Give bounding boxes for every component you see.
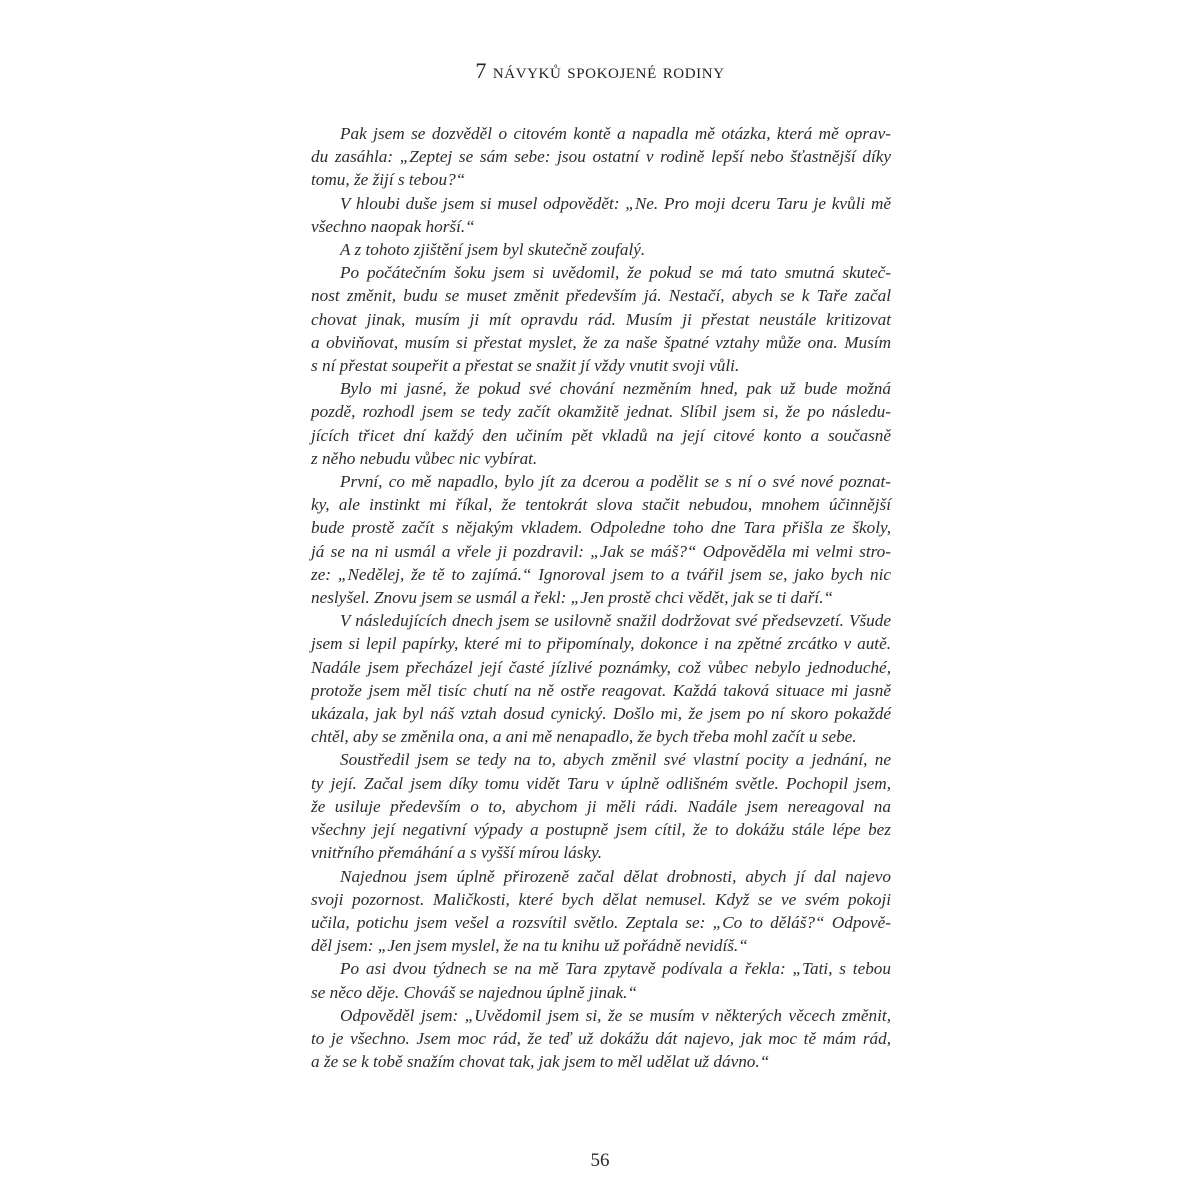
- body-text: [311, 122, 891, 1073]
- text-line: bude prostě začít s nějakým vkladem. Odpoledne toho dne Tara přišla ze školy,: [311, 518, 891, 538]
- text-line: Po počátečním šoku jsem si uvědomil, že pokud se má tato smutná skuteč-: [340, 263, 891, 283]
- text-line: všechny její negativní výpady a postupně jsem cítil, že to dokážu stále lépe bez: [311, 820, 891, 840]
- text-line: V následujících dnech jsem se usilovně snažil dodržovat své předsevzetí. Všude: [340, 611, 891, 631]
- text-line: Nadále jsem přecházel její časté jízlivé poznámky, což vůbec nebylo jednoduché,: [311, 657, 891, 677]
- running-head-number: 7: [475, 58, 487, 83]
- paragraph: [311, 748, 891, 864]
- text-line: z něho nebudu vůbec nic vybírat.: [311, 448, 538, 468]
- paragraph: [311, 609, 891, 748]
- paragraph: [311, 377, 891, 470]
- text-line: a že se k tobě snažím chovat tak, jak jsem to měl udělat už dávno.“: [311, 1052, 770, 1072]
- paragraph: [311, 957, 891, 1003]
- text-line: pozdě, rozhodl jsem se tedy začít okamžitě jednat. Slíbil jsem si, že po následu-: [311, 402, 891, 422]
- text-line: chtěl, aby se změnila ona, a ani mě nenapadlo, že bych třeba mohl začít u sebe.: [311, 727, 857, 747]
- text-line: A z tohoto zjištění jsem byl skutečně zoufalý.: [340, 240, 646, 260]
- text-line: s ní přestat soupeřit a přestat se snažit jí vždy vnutit svoji vůli.: [311, 356, 740, 376]
- text-line: du zasáhla: „Zeptej se sám sebe: jsou ostatní v rodině lepší nebo šťastnější díky: [311, 147, 891, 167]
- text-line: já se na ni usmál a vřele ji pozdravil: „Jak se máš?“ Odpověděla mi velmi stro-: [311, 541, 891, 561]
- text-line: Bylo mi jasné, že pokud své chování nezměním hned, pak už bude možná: [340, 379, 891, 399]
- text-line: jsem si lepil papírky, které mi to připomínaly, dokonce i na zpětné zrcátko v autě.: [311, 634, 891, 654]
- text-line: neslyšel. Znovu jsem se usmál a řekl: „Jen prostě chci vědět, jak se ti daří.“: [311, 588, 834, 608]
- text-line: ukázala, jak byl náš vztah dosud cynický. Došlo mi, že jsem po ní skoro pokaždé: [311, 704, 891, 724]
- paragraph: [311, 1004, 891, 1074]
- text-line: chovat jinak, musím ji mít opravdu rád. Musím ji přestat neustále kritizovat: [311, 309, 891, 329]
- running-head: [0, 58, 1200, 84]
- text-line: tomu, že žijí s tebou?“: [311, 170, 466, 190]
- text-line: protože jsem měl tisíc chutí na ně ostře reagovat. Každá taková situace mi jasně: [311, 680, 891, 700]
- text-line: První, co mě napadlo, bylo jít za dcerou a podělit se s ní o své nové poznat-: [340, 472, 891, 492]
- running-head-title: návyků spokojené rodiny: [492, 59, 725, 83]
- text-line: jících třicet dní každý den učiním pět vkladů na její citové konto a současně: [311, 425, 891, 445]
- text-line: to je všechno. Jsem moc rád, že teď už dokážu dát najevo, jak moc tě mám rád,: [311, 1028, 891, 1048]
- text-line: Odpověděl jsem: „Uvědomil jsem si, že se musím v některých věcech změnit,: [340, 1005, 891, 1025]
- paragraph: [311, 261, 891, 377]
- text-line: ky, ale instinkt mi říkal, že tentokrát slova stačit nebudou, mnohem účinnější: [311, 495, 891, 515]
- text-line: Soustředil jsem se tedy na to, abych změnil své vlastní pocity a jednání, ne: [340, 750, 891, 770]
- text-line: všechno naopak horší.“: [311, 216, 475, 236]
- text-line: vnitřního přemáhání a s vyšší mírou lásky.: [311, 843, 603, 863]
- paragraph: [311, 122, 891, 192]
- text-line: se něco děje. Chováš se najednou úplně jinak.“: [311, 982, 638, 1002]
- text-line: nost změnit, budu se muset změnit především já. Nestačí, abych se k Taře začal: [311, 286, 891, 306]
- text-line: děl jsem: „Jen jsem myslel, že na tu knihu už pořádně nevidíš.“: [311, 936, 748, 956]
- paragraph: [311, 865, 891, 958]
- text-line: ze: „Nedělej, že tě to zajímá.“ Ignoroval jsem to a tvářil jsem se, jako bych nic: [311, 564, 891, 584]
- paragraph: [311, 470, 891, 609]
- text-line: a obviňovat, musím si přestat myslet, že za naše špatné vztahy může ona. Musím: [311, 332, 891, 352]
- text-line: učila, potichu jsem vešel a rozsvítil světlo. Zeptala se: „Co to děláš?“ Odpově-: [311, 912, 891, 932]
- text-line: Pak jsem se dozvěděl o citovém kontě a napadla mě otázka, která mě oprav-: [340, 124, 891, 143]
- text-line: svoji pozornost. Maličkosti, které bych dělat nemusel. Když se ve svém pokoji: [311, 889, 891, 909]
- text-line: V hloubi duše jsem si musel odpovědět: „Ne. Pro moji dceru Taru je kvůli mě: [340, 193, 891, 213]
- text-line: ty její. Začal jsem díky tomu vidět Taru v úplně odlišném světle. Pochopil jsem,: [311, 773, 891, 793]
- text-line: Po asi dvou týdnech se na mě Tara zpytavě podívala a řekla: „Tati, s tebou: [340, 959, 891, 979]
- paragraph: [311, 192, 891, 238]
- paragraph: [311, 238, 891, 261]
- page-number: 56: [590, 1150, 610, 1171]
- text-line: že usiluje především o to, abychom ji měli rádi. Nadále jsem nereagoval na: [311, 796, 891, 816]
- text-line: Najednou jsem úplně přirozeně začal dělat drobnosti, abych jí dal najevo: [340, 866, 891, 886]
